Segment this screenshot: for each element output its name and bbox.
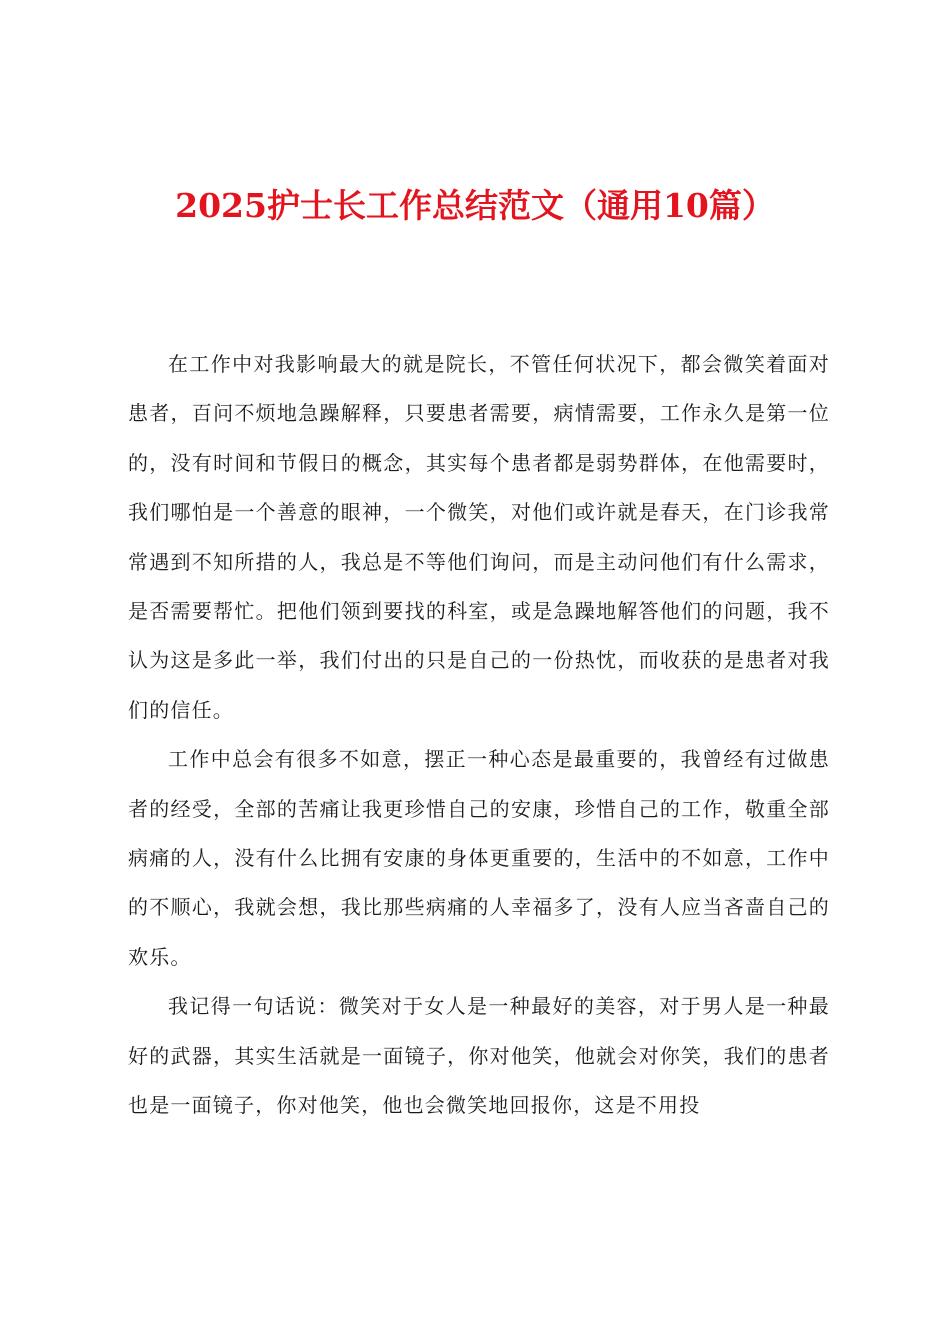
document-body — [128, 340, 830, 1131]
paragraph-1: 在工作中对我影响最大的就是院长，不管任何状况下，都会微笑着面对患者，百问不烦地急躁解释，只要患者需要，病情需要，工作永久是第一位的，没有时间和节假日的概念，其实每个患者都是弱势群体，在他需要时，我们哪怕是一个善意的眼神，一个微笑，对他们或许就是春天，在门诊我常常遇到不知所措的人，我总是不等他们询问，而是主动问他们有什么需求，是否需要帮忙。把他们领到要找的科室，或是急躁地解答他们的问题，我不认为这是多此一举，我们付出的只是自己的一份热忱，而收获的是患者对我们的信任。 — [128, 352, 830, 722]
paragraph-3: 我记得一句话说：微笑对于女人是一种最好的美容，对于男人是一种最好的武器，其实生活就是一面镜子，你对他笑，他就会对你笑，我们的患者也是一面镜子，你对他笑，他也会微笑地回报你，这是不用投 — [128, 994, 830, 1118]
paragraph-2: 工作中总会有很多不如意，摆正一种心态是最重要的，我曾经有过做患者的经受，全部的苦痛让我更珍惜自己的安康，珍惜自己的工作，敬重全部病痛的人，没有什么比拥有安康的身体更重要的，生活中的不如意，工作中的不顺心，我就会想，我比那些病痛的人幸福多了，没有人应当吝啬自己的欢乐。 — [128, 747, 830, 969]
document-title: 2025护士长工作总结范文（通用10篇） — [175, 186, 775, 225]
